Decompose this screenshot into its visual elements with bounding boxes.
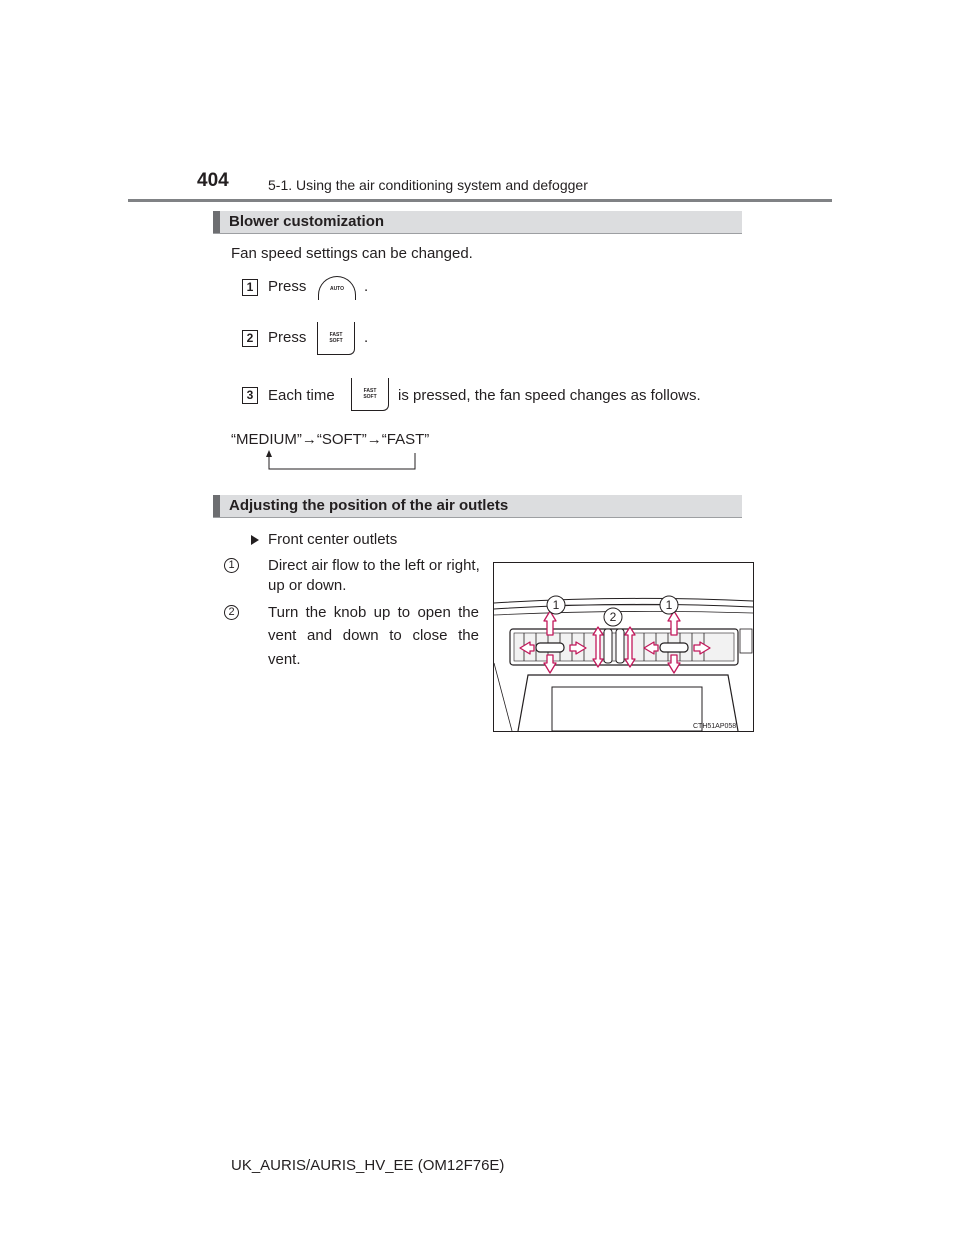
callout-label: 2: [609, 610, 617, 624]
section-marker: [213, 495, 220, 517]
step-text: Press: [268, 278, 307, 295]
subheading-front-center: Front center outlets: [268, 531, 398, 548]
figure-code: CTH51AP058: [693, 723, 737, 730]
fast-label: FAST: [329, 332, 343, 338]
item-text-line: Turn the knob up to open the: [268, 604, 479, 621]
header-rule: [128, 199, 832, 202]
page-number: 404: [197, 170, 229, 191]
dashboard-vents-illustration: [494, 563, 753, 731]
section-title: Blower customization: [229, 213, 385, 230]
section-heading-blower: [213, 211, 742, 234]
section-heading-outlets: [213, 495, 742, 518]
footer-model-code: UK_AURIS/AURIS_HV_EE (OM12F76E): [231, 1157, 505, 1174]
step-number: 3: [242, 387, 258, 404]
cycle-return-arrow: [262, 449, 422, 473]
callout-label: 1: [665, 598, 673, 612]
step-number: 1: [242, 279, 258, 296]
item-number: 1: [224, 558, 239, 573]
section-title: Adjusting the position of the air outlets: [229, 497, 509, 514]
item-text-line: vent and down to close the: [268, 627, 479, 644]
step-number: 2: [242, 330, 258, 347]
fast-label: FAST: [363, 388, 377, 394]
running-header: 5-1. Using the air conditioning system and defogger: [268, 177, 588, 193]
callout-label: 1: [552, 598, 560, 612]
fast-soft-button-icon: [351, 378, 389, 411]
item-text-line: up or down.: [268, 577, 347, 594]
step-text: Each time: [268, 387, 335, 404]
fan-speed-sequence: “MEDIUM”→“SOFT”→“FAST”: [231, 431, 430, 448]
blower-intro: Fan speed settings can be changed.: [231, 245, 473, 262]
item-number: 2: [224, 605, 239, 620]
step-text: Press: [268, 329, 307, 346]
step-text-end: .: [364, 329, 369, 346]
soft-label: SOFT: [363, 394, 377, 400]
air-outlets-figure: [493, 562, 754, 732]
step-text-end: .: [364, 278, 369, 295]
section-marker: [213, 211, 220, 233]
auto-button-icon: [318, 276, 356, 300]
item-text-line: vent.: [268, 651, 301, 668]
item-text-line: Direct air flow to the left or right,: [268, 557, 480, 574]
step-text-end: is pressed, the fan speed changes as follows.: [398, 387, 701, 404]
auto-button-label: AUTO: [329, 286, 345, 292]
fast-soft-button-icon: [317, 322, 355, 355]
soft-label: SOFT: [329, 338, 343, 344]
triangle-bullet-icon: [250, 534, 260, 546]
